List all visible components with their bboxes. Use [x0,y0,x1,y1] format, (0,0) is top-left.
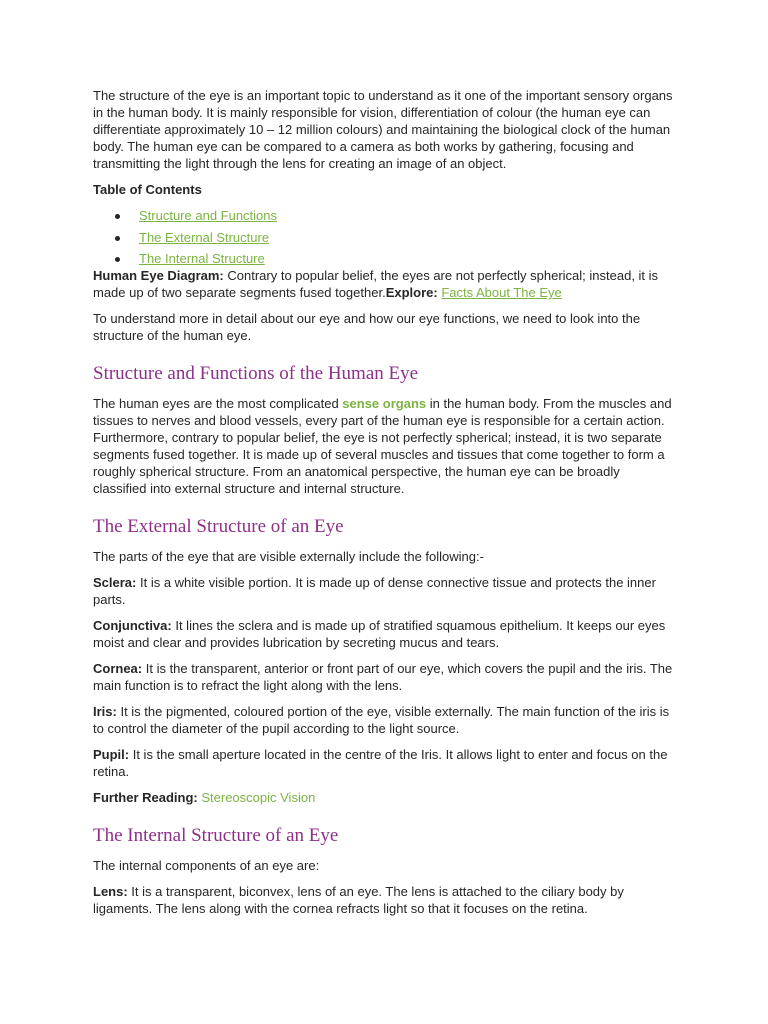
toc-link-internal-structure[interactable]: The Internal Structure [139,251,265,266]
diagram-text: Contrary to popular belief, the eyes are not perfectly spherical; instead, it is made up of two separate segments fused together. [93,268,659,300]
toc-item-external [93,229,675,246]
diagram-label: Human Eye Diagram: [93,268,224,283]
desc-pupil: It is the small aperture located in the centre of the Iris. It allows light to enter and focus on the retina. [93,747,668,779]
definition-iris [93,703,675,737]
table-of-contents [93,207,675,267]
toc-title: Table of Contents [93,182,202,197]
structure-text-before: The human eyes are the most complicated [93,396,343,411]
desc-conjunctiva: It lines the sclera and is made up of stratified squamous epithelium. It keeps our eyes moist and clear and provides lubrication by secreting mucus and tears. [93,618,666,650]
term-lens: Lens: [93,884,128,899]
toc-item-internal [93,250,675,267]
further-reading [93,789,675,806]
stereoscopic-vision-link[interactable]: Stereoscopic Vision [201,790,316,805]
desc-lens: It is a transparent, biconvex, lens of an eye. The lens is attached to the ciliary body by ligaments. The lens along with the cornea refracts light so that it focuses on the retina. [93,884,624,916]
explore-link[interactable]: Facts About The Eye [441,285,562,300]
bullet-icon [115,257,120,262]
definition-sclera [93,574,675,608]
definition-pupil [93,746,675,780]
structure-functions-paragraph [93,395,675,497]
further-reading-label: Further Reading: [93,790,198,805]
term-conjunctiva: Conjunctiva: [93,618,172,633]
toc-link-structure-and-functions[interactable]: Structure and Functions [139,208,278,223]
definition-conjunctiva [93,617,675,651]
sense-organs-link[interactable]: sense organs [342,396,427,411]
intro-paragraph: The structure of the eye is an important topic to understand as it one of the important sensory organs in the human body. It is mainly responsible for vision, differentiation of colour (the human eye can differentiate approximately 10 – 12 million colours) and maintaining the biological clock of the human body. The human eye can be compared to a camera as both works by gathering, focusing and transmitting the light through the lens for creating an image of an object. [93,88,673,171]
definition-cornea [93,660,675,694]
external-structure-list [93,548,675,806]
toc-link-external-structure[interactable]: The External Structure [139,229,270,245]
internal-structure-list [93,857,675,917]
internal-intro: The internal components of an eye are: [93,858,320,873]
term-iris: Iris: [93,704,117,719]
document-body [93,87,675,926]
term-sclera: Sclera: [93,575,137,590]
bullet-icon [115,236,120,241]
desc-cornea: It is the transparent, anterior or front part of our eye, which covers the pupil and the iris. The main function is to refract the light along with the lens. [93,661,673,693]
toc-item-structure [93,207,675,224]
external-intro: The parts of the eye that are visible externally include the following:- [93,549,484,564]
term-cornea: Cornea: [93,661,143,676]
desc-iris: It is the pigmented, coloured portion of the eye, visible externally. The main function of the iris is to control the diameter of the pupil according to the light source. [93,704,670,736]
desc-sclera: It is a white visible portion. It is made up of dense connective tissue and protects the inner parts. [93,575,656,607]
section-heading-internal: The Internal Structure of an Eye [93,825,339,846]
section-heading-external: The External Structure of an Eye [93,516,344,537]
term-pupil: Pupil: [93,747,130,762]
section-heading-structure-functions: Structure and Functions of the Human Eye [93,363,419,384]
diagram-paragraph [93,267,675,301]
understand-paragraph: To understand more in detail about our eye and how our eye functions, we need to look into the structure of the human eye. [93,311,641,343]
explore-label: Explore: [385,285,438,300]
definition-lens [93,883,675,917]
structure-text-after: in the human body. From the muscles and tissues to nerves and blood vessels, every part of the human eye is responsible for a certain action. Furthermore, contrary to popular belief, the eye is not perfectly spherical; instead, it is two separate segments fused together. It is made up of several muscles and tissues that come together to form a roughly spherical structure. From an anatomical perspective, the human eye can be broadly classified into external structure and internal structure. [93,396,672,496]
bullet-icon [115,214,120,219]
